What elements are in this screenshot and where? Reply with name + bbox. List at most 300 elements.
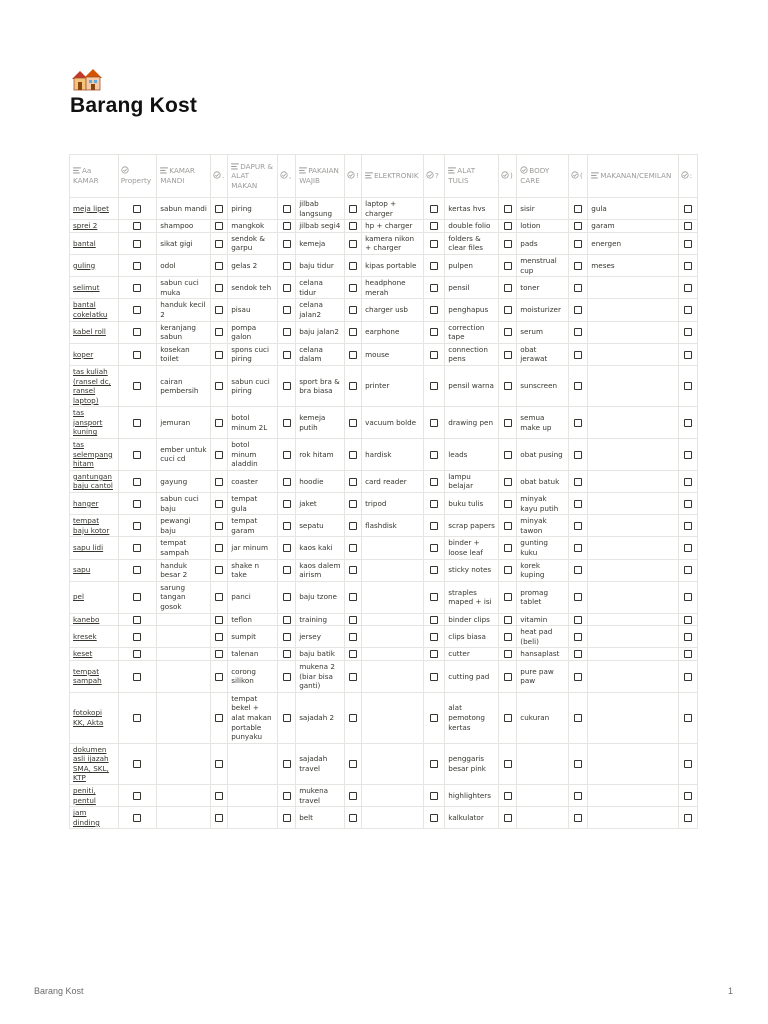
checkbox[interactable] [215, 451, 223, 459]
checkbox[interactable] [349, 673, 357, 681]
item-cell[interactable]: sabun cuci piring [228, 365, 278, 406]
item-name-cell[interactable]: jam dinding [70, 807, 119, 829]
item-cell[interactable] [362, 613, 424, 626]
checkbox[interactable] [430, 478, 438, 486]
checkbox[interactable] [283, 262, 291, 270]
item-cell[interactable] [517, 807, 569, 829]
checkbox[interactable] [349, 566, 357, 574]
checkbox[interactable] [349, 714, 357, 722]
checkbox[interactable] [430, 522, 438, 530]
item-cell[interactable] [362, 692, 424, 743]
checkbox[interactable] [133, 240, 141, 248]
checkbox[interactable] [283, 566, 291, 574]
item-cell[interactable] [588, 537, 678, 559]
checkbox[interactable] [215, 351, 223, 359]
column-header[interactable] [517, 155, 569, 198]
item-cell[interactable]: menstrual cup [517, 254, 569, 276]
item-cell[interactable]: sajadah 2 [296, 692, 345, 743]
item-cell[interactable]: korek kuping [517, 559, 569, 581]
checkbox[interactable] [684, 814, 692, 822]
item-cell[interactable]: jar minum [228, 537, 278, 559]
item-name-cell[interactable]: tempat sampah [70, 660, 119, 692]
item-cell[interactable] [588, 559, 678, 581]
checkbox[interactable] [215, 792, 223, 800]
item-cell[interactable]: penghapus [445, 299, 499, 321]
column-header[interactable] [445, 155, 499, 198]
checkbox[interactable] [215, 284, 223, 292]
checkbox[interactable] [504, 593, 512, 601]
checkbox[interactable] [283, 633, 291, 641]
checkbox[interactable] [430, 650, 438, 658]
item-cell[interactable] [588, 299, 678, 321]
item-name-cell[interactable]: kanebo [70, 613, 119, 626]
column-header[interactable] [344, 155, 361, 198]
item-cell[interactable]: obat jerawat [517, 343, 569, 365]
item-cell[interactable] [362, 581, 424, 613]
item-cell[interactable] [588, 626, 678, 648]
checkbox[interactable] [430, 616, 438, 624]
item-cell[interactable]: jilbab segi4 [296, 220, 345, 233]
item-cell[interactable]: celana dalam [296, 343, 345, 365]
checkbox[interactable] [283, 351, 291, 359]
checkbox[interactable] [133, 544, 141, 552]
item-cell[interactable]: sepatu [296, 515, 345, 537]
item-cell[interactable] [157, 743, 211, 784]
item-cell[interactable]: kaos kaki [296, 537, 345, 559]
checkbox[interactable] [504, 419, 512, 427]
checkbox[interactable] [430, 382, 438, 390]
checkbox[interactable] [283, 451, 291, 459]
checkbox[interactable] [430, 673, 438, 681]
checkbox[interactable] [133, 451, 141, 459]
checkbox[interactable] [283, 673, 291, 681]
checkbox[interactable] [574, 451, 582, 459]
column-header[interactable] [362, 155, 424, 198]
checkbox[interactable] [283, 522, 291, 530]
item-cell[interactable]: tempat sampah [157, 537, 211, 559]
checkbox[interactable] [684, 451, 692, 459]
checkbox[interactable] [574, 522, 582, 530]
checkbox[interactable] [283, 814, 291, 822]
checkbox[interactable] [349, 284, 357, 292]
checkbox[interactable] [215, 262, 223, 270]
checkbox[interactable] [684, 205, 692, 213]
checkbox[interactable] [349, 328, 357, 336]
item-cell[interactable] [362, 660, 424, 692]
item-cell[interactable]: tempat garam [228, 515, 278, 537]
item-cell[interactable]: binder + loose leaf [445, 537, 499, 559]
checkbox[interactable] [684, 222, 692, 230]
item-cell[interactable] [588, 692, 678, 743]
checkbox[interactable] [215, 240, 223, 248]
item-cell[interactable]: binder clips [445, 613, 499, 626]
checkbox[interactable] [684, 522, 692, 530]
item-name-cell[interactable]: keset [70, 648, 119, 661]
item-cell[interactable] [588, 407, 678, 439]
item-cell[interactable]: drawing pen [445, 407, 499, 439]
item-cell[interactable]: cutting pad [445, 660, 499, 692]
item-cell[interactable] [588, 321, 678, 343]
item-cell[interactable] [228, 743, 278, 784]
item-cell[interactable]: belt [296, 807, 345, 829]
checkbox[interactable] [574, 382, 582, 390]
checkbox[interactable] [133, 262, 141, 270]
checkbox[interactable] [430, 814, 438, 822]
checkbox[interactable] [574, 205, 582, 213]
item-name-cell[interactable]: kabel roll [70, 321, 119, 343]
checkbox[interactable] [133, 566, 141, 574]
checkbox[interactable] [133, 714, 141, 722]
checkbox[interactable] [574, 240, 582, 248]
item-cell[interactable]: sabun cuci baju [157, 493, 211, 515]
checkbox[interactable] [574, 616, 582, 624]
checkbox[interactable] [430, 760, 438, 768]
checkbox[interactable] [430, 544, 438, 552]
item-cell[interactable]: alat pemotong kertas [445, 692, 499, 743]
item-cell[interactable]: coaster [228, 470, 278, 492]
checkbox[interactable] [349, 544, 357, 552]
item-cell[interactable] [588, 613, 678, 626]
item-name-cell[interactable]: bantal cokelatku [70, 299, 119, 321]
checkbox[interactable] [349, 760, 357, 768]
checkbox[interactable] [349, 419, 357, 427]
checkbox[interactable] [684, 633, 692, 641]
item-cell[interactable]: panci [228, 581, 278, 613]
checkbox[interactable] [215, 544, 223, 552]
item-cell[interactable] [362, 743, 424, 784]
item-cell[interactable] [157, 785, 211, 807]
item-cell[interactable]: hansaplast [517, 648, 569, 661]
item-cell[interactable]: pisau [228, 299, 278, 321]
checkbox[interactable] [430, 593, 438, 601]
checkbox[interactable] [215, 478, 223, 486]
item-cell[interactable]: sendok & garpu [228, 232, 278, 254]
checkbox[interactable] [133, 633, 141, 641]
item-cell[interactable]: lampu belajar [445, 470, 499, 492]
item-cell[interactable] [157, 660, 211, 692]
item-name-cell[interactable]: guling [70, 254, 119, 276]
item-name-cell[interactable]: tempat baju kotor [70, 515, 119, 537]
checkbox[interactable] [215, 328, 223, 336]
checkbox[interactable] [684, 566, 692, 574]
column-header[interactable] [228, 155, 278, 198]
item-cell[interactable]: baju batik [296, 648, 345, 661]
item-cell[interactable]: sunscreen [517, 365, 569, 406]
item-name-cell[interactable]: bantal [70, 232, 119, 254]
item-cell[interactable] [157, 807, 211, 829]
checkbox[interactable] [504, 616, 512, 624]
item-cell[interactable]: energen [588, 232, 678, 254]
checkbox[interactable] [215, 222, 223, 230]
item-cell[interactable]: tripod [362, 493, 424, 515]
item-cell[interactable]: tempat bekel + alat makan portable punyaku [228, 692, 278, 743]
checkbox[interactable] [430, 222, 438, 230]
item-cell[interactable]: jaket [296, 493, 345, 515]
checkbox[interactable] [283, 544, 291, 552]
checkbox[interactable] [504, 566, 512, 574]
item-cell[interactable]: baju tzone [296, 581, 345, 613]
checkbox[interactable] [215, 714, 223, 722]
item-cell[interactable]: promag tablet [517, 581, 569, 613]
item-cell[interactable]: jilbab langsung [296, 198, 345, 220]
item-cell[interactable]: toner [517, 277, 569, 299]
item-cell[interactable] [228, 785, 278, 807]
checkbox[interactable] [283, 222, 291, 230]
item-cell[interactable]: handuk kecil 2 [157, 299, 211, 321]
item-cell[interactable]: earphone [362, 321, 424, 343]
checkbox[interactable] [504, 792, 512, 800]
checkbox[interactable] [349, 382, 357, 390]
item-cell[interactable]: botol minum aladdin [228, 439, 278, 471]
item-cell[interactable]: mangkok [228, 220, 278, 233]
checkbox[interactable] [283, 500, 291, 508]
item-cell[interactable] [517, 785, 569, 807]
item-cell[interactable]: correction tape [445, 321, 499, 343]
column-header[interactable] [569, 155, 588, 198]
checkbox[interactable] [430, 633, 438, 641]
checkbox[interactable] [215, 650, 223, 658]
item-cell[interactable]: sarung tangan gosok [157, 581, 211, 613]
item-cell[interactable]: piring [228, 198, 278, 220]
item-cell[interactable] [588, 581, 678, 613]
item-cell[interactable]: spons cuci piring [228, 343, 278, 365]
checkbox[interactable] [574, 419, 582, 427]
item-name-cell[interactable]: pel [70, 581, 119, 613]
checkbox[interactable] [133, 351, 141, 359]
checkbox[interactable] [684, 240, 692, 248]
item-cell[interactable]: kemeja [296, 232, 345, 254]
checkbox[interactable] [574, 500, 582, 508]
item-cell[interactable]: baju tidur [296, 254, 345, 276]
checkbox[interactable] [504, 451, 512, 459]
checkbox[interactable] [430, 205, 438, 213]
checkbox[interactable] [215, 419, 223, 427]
checkbox[interactable] [504, 673, 512, 681]
item-cell[interactable]: heat pad (beli) [517, 626, 569, 648]
item-cell[interactable]: teflon [228, 613, 278, 626]
checkbox[interactable] [133, 500, 141, 508]
checkbox[interactable] [215, 760, 223, 768]
item-cell[interactable]: folders & clear files [445, 232, 499, 254]
checkbox[interactable] [283, 240, 291, 248]
item-cell[interactable] [588, 343, 678, 365]
checkbox[interactable] [684, 544, 692, 552]
item-cell[interactable]: semua make up [517, 407, 569, 439]
checkbox[interactable] [574, 328, 582, 336]
item-cell[interactable]: connection pens [445, 343, 499, 365]
checkbox[interactable] [133, 792, 141, 800]
item-cell[interactable]: cairan pembersih [157, 365, 211, 406]
checkbox[interactable] [684, 714, 692, 722]
checkbox[interactable] [215, 633, 223, 641]
item-name-cell[interactable]: tas jansport kuning [70, 407, 119, 439]
checkbox[interactable] [133, 673, 141, 681]
checkbox[interactable] [574, 633, 582, 641]
checkbox[interactable] [504, 814, 512, 822]
checkbox[interactable] [574, 222, 582, 230]
item-cell[interactable]: shampoo [157, 220, 211, 233]
item-cell[interactable]: vacuum bolde [362, 407, 424, 439]
column-header[interactable] [277, 155, 295, 198]
item-cell[interactable] [588, 648, 678, 661]
column-header[interactable] [588, 155, 678, 198]
checkbox[interactable] [430, 419, 438, 427]
item-cell[interactable]: ember untuk cuci cd [157, 439, 211, 471]
item-cell[interactable]: headphone merah [362, 277, 424, 299]
column-header[interactable] [211, 155, 228, 198]
checkbox[interactable] [349, 306, 357, 314]
checkbox[interactable] [283, 650, 291, 658]
item-cell[interactable]: shake n take [228, 559, 278, 581]
checkbox[interactable] [349, 222, 357, 230]
item-cell[interactable]: highlighters [445, 785, 499, 807]
item-name-cell[interactable]: tas selempang hitam [70, 439, 119, 471]
checkbox[interactable] [283, 478, 291, 486]
checkbox[interactable] [504, 205, 512, 213]
checkbox[interactable] [504, 500, 512, 508]
item-cell[interactable]: obat batuk [517, 470, 569, 492]
checkbox[interactable] [133, 650, 141, 658]
checkbox[interactable] [215, 205, 223, 213]
item-cell[interactable]: mukena 2 (biar bisa ganti) [296, 660, 345, 692]
checkbox[interactable] [504, 306, 512, 314]
item-cell[interactable]: buku tulis [445, 493, 499, 515]
item-cell[interactable]: lotion [517, 220, 569, 233]
item-cell[interactable]: gunting kuku [517, 537, 569, 559]
checkbox[interactable] [430, 284, 438, 292]
checkbox[interactable] [283, 792, 291, 800]
item-cell[interactable]: garam [588, 220, 678, 233]
column-header[interactable] [423, 155, 444, 198]
item-cell[interactable]: laptop + charger [362, 198, 424, 220]
checkbox[interactable] [504, 262, 512, 270]
checkbox[interactable] [504, 544, 512, 552]
item-name-cell[interactable]: kresek [70, 626, 119, 648]
item-cell[interactable]: double folio [445, 220, 499, 233]
item-name-cell[interactable]: dokumen asli ijazah SMA, SKL, KTP [70, 743, 119, 784]
column-header[interactable] [118, 155, 157, 198]
checkbox[interactable] [349, 240, 357, 248]
checkbox[interactable] [684, 306, 692, 314]
checkbox[interactable] [430, 240, 438, 248]
checkbox[interactable] [430, 714, 438, 722]
item-cell[interactable]: sendok teh [228, 277, 278, 299]
item-cell[interactable] [362, 648, 424, 661]
checkbox[interactable] [430, 566, 438, 574]
item-cell[interactable]: obat pusing [517, 439, 569, 471]
item-cell[interactable] [588, 785, 678, 807]
column-header[interactable] [678, 155, 697, 198]
item-cell[interactable]: sumpit [228, 626, 278, 648]
checkbox[interactable] [574, 650, 582, 658]
checkbox[interactable] [283, 205, 291, 213]
checkbox[interactable] [504, 633, 512, 641]
item-cell[interactable]: sisir [517, 198, 569, 220]
item-cell[interactable]: hardisk [362, 439, 424, 471]
checkbox[interactable] [133, 760, 141, 768]
checkbox[interactable] [349, 616, 357, 624]
checkbox[interactable] [684, 593, 692, 601]
item-cell[interactable] [588, 470, 678, 492]
checkbox[interactable] [684, 792, 692, 800]
checkbox[interactable] [504, 760, 512, 768]
checkbox[interactable] [133, 284, 141, 292]
item-cell[interactable]: cukuran [517, 692, 569, 743]
checkbox[interactable] [430, 500, 438, 508]
checkbox[interactable] [684, 382, 692, 390]
checkbox[interactable] [430, 451, 438, 459]
item-cell[interactable]: talenan [228, 648, 278, 661]
item-cell[interactable]: baju jalan2 [296, 321, 345, 343]
item-cell[interactable]: sabun mandi [157, 198, 211, 220]
checkbox[interactable] [133, 382, 141, 390]
item-cell[interactable]: clips biasa [445, 626, 499, 648]
checkbox[interactable] [504, 240, 512, 248]
item-cell[interactable]: moisturizer [517, 299, 569, 321]
item-cell[interactable]: corong silikon [228, 660, 278, 692]
checkbox[interactable] [349, 262, 357, 270]
item-cell[interactable]: rok hitam [296, 439, 345, 471]
checkbox[interactable] [574, 306, 582, 314]
checkbox[interactable] [349, 478, 357, 486]
item-cell[interactable] [362, 785, 424, 807]
item-name-cell[interactable]: gantungan baju cantol [70, 470, 119, 492]
checkbox[interactable] [349, 522, 357, 530]
item-name-cell[interactable]: hanger [70, 493, 119, 515]
item-cell[interactable]: sikat gigi [157, 232, 211, 254]
item-cell[interactable] [362, 807, 424, 829]
item-cell[interactable]: botol minum 2L [228, 407, 278, 439]
item-cell[interactable] [588, 277, 678, 299]
item-name-cell[interactable]: tas kuliah (ransel dc, ransel laptop) [70, 365, 119, 406]
checkbox[interactable] [283, 616, 291, 624]
item-cell[interactable]: sajadah travel [296, 743, 345, 784]
item-cell[interactable]: penggaris besar pink [445, 743, 499, 784]
checkbox[interactable] [504, 478, 512, 486]
checkbox[interactable] [504, 351, 512, 359]
item-cell[interactable]: sticky notes [445, 559, 499, 581]
checkbox[interactable] [574, 284, 582, 292]
item-cell[interactable] [588, 493, 678, 515]
checkbox[interactable] [215, 522, 223, 530]
item-cell[interactable] [588, 439, 678, 471]
item-cell[interactable]: training [296, 613, 345, 626]
checkbox[interactable] [215, 814, 223, 822]
item-cell[interactable]: tempat gula [228, 493, 278, 515]
item-cell[interactable]: odol [157, 254, 211, 276]
checkbox[interactable] [283, 284, 291, 292]
item-cell[interactable] [157, 613, 211, 626]
item-cell[interactable]: kipas portable [362, 254, 424, 276]
checkbox[interactable] [133, 328, 141, 336]
item-cell[interactable] [362, 537, 424, 559]
checkbox[interactable] [349, 792, 357, 800]
checkbox[interactable] [504, 522, 512, 530]
checkbox[interactable] [283, 714, 291, 722]
item-cell[interactable]: hoodie [296, 470, 345, 492]
checkbox[interactable] [349, 351, 357, 359]
checkbox[interactable] [133, 616, 141, 624]
item-cell[interactable]: gayung [157, 470, 211, 492]
checkbox[interactable] [574, 714, 582, 722]
checkbox[interactable] [430, 306, 438, 314]
item-cell[interactable] [588, 515, 678, 537]
item-name-cell[interactable]: sprei 2 [70, 220, 119, 233]
checkbox[interactable] [215, 593, 223, 601]
item-cell[interactable]: kertas hvs [445, 198, 499, 220]
item-cell[interactable]: leads [445, 439, 499, 471]
checkbox[interactable] [684, 616, 692, 624]
